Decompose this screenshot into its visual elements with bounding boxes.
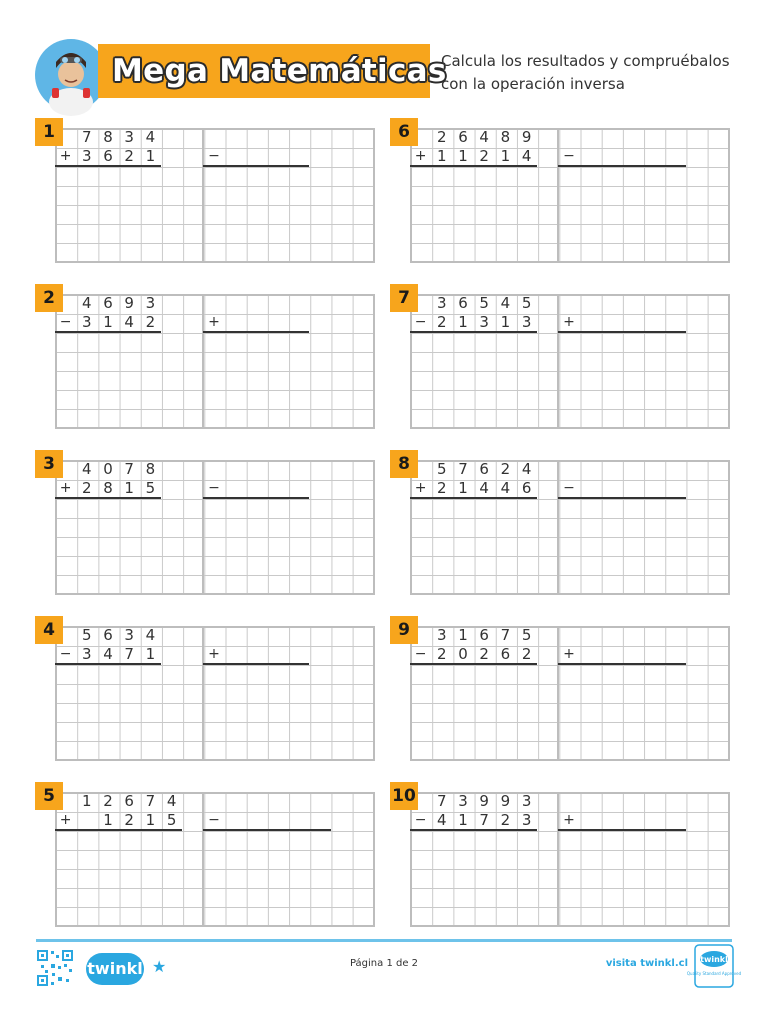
top-digit: 8	[103, 128, 113, 146]
top-digit: 6	[103, 294, 113, 312]
top-digit: 7	[500, 626, 511, 644]
bottom-digit: 2	[521, 645, 532, 663]
bottom-digit: 2	[82, 479, 92, 497]
operator-sign: −	[414, 314, 427, 330]
bottom-digit: 2	[479, 645, 489, 663]
top-digit: 2	[437, 128, 447, 146]
top-digit: 2	[103, 792, 113, 810]
top-digit: 3	[124, 128, 134, 146]
bottom-digit: 5	[166, 811, 177, 829]
check-line	[558, 165, 685, 167]
check-line	[203, 331, 309, 333]
bottom-digit: 1	[103, 313, 113, 331]
bottom-digit: 2	[500, 811, 511, 829]
operator-sign: +	[59, 148, 72, 164]
bottom-digit: 1	[458, 313, 468, 331]
problem-number: 1	[35, 118, 63, 146]
sum-line	[410, 663, 537, 665]
top-digit: 1	[82, 792, 92, 810]
bottom-digit: 0	[458, 645, 468, 663]
check-operator-sign: −	[563, 148, 575, 164]
top-digit: 9	[500, 792, 511, 810]
top-digit: 6	[479, 460, 489, 478]
bottom-digit: 1	[145, 645, 156, 663]
top-digit: 7	[145, 792, 156, 810]
top-digit: 4	[521, 460, 532, 478]
operator-sign: −	[414, 646, 427, 662]
top-digit: 3	[458, 792, 468, 810]
bottom-digit: 4	[479, 479, 489, 497]
bottom-digit: 2	[437, 645, 447, 663]
check-line	[558, 663, 685, 665]
top-digit: 5	[479, 294, 489, 312]
top-digit: 3	[145, 294, 156, 312]
problem-8	[390, 450, 732, 590]
check-line	[558, 331, 685, 333]
problem-number: 2	[35, 284, 63, 312]
problem-number: 9	[390, 616, 418, 644]
visit-link[interactable]: visita twinkl.cl	[605, 958, 688, 969]
bottom-digit: 3	[521, 313, 532, 331]
top-digit: 7	[437, 792, 447, 810]
bottom-digit: 4	[124, 313, 134, 331]
check-operator-sign: +	[563, 812, 575, 828]
top-digit: 8	[145, 460, 156, 478]
check-line	[203, 829, 330, 831]
bottom-digit: 1	[145, 147, 156, 165]
check-line	[558, 829, 685, 831]
sum-line	[55, 829, 182, 831]
top-digit: 6	[103, 626, 113, 644]
bottom-digit: 4	[500, 479, 511, 497]
problem-5	[35, 782, 377, 922]
operator-sign: +	[414, 148, 427, 164]
bottom-digit: 8	[103, 479, 113, 497]
bottom-digit: 3	[521, 811, 532, 829]
instructions-line: Calcula los resultados y compruébalos	[441, 52, 730, 70]
bottom-digit: 6	[103, 147, 113, 165]
top-digit: 3	[437, 294, 447, 312]
problem-number: 4	[35, 616, 63, 644]
top-digit: 6	[479, 626, 489, 644]
top-digit: 3	[437, 626, 447, 644]
badge-caption: Quality Standard Approved	[686, 971, 742, 976]
problem-number: 10	[390, 782, 418, 810]
top-digit: 3	[521, 792, 532, 810]
problem-3	[35, 450, 377, 590]
top-digit: 8	[500, 128, 511, 146]
star-icon: ★	[152, 957, 167, 976]
top-digit: 4	[500, 294, 511, 312]
top-digit: 9	[521, 128, 532, 146]
check-operator-sign: −	[208, 148, 220, 164]
bottom-digit: 1	[500, 147, 511, 165]
bottom-digit: 7	[124, 645, 134, 663]
top-digit: 9	[479, 792, 489, 810]
bottom-digit: 4	[103, 645, 113, 663]
problem-6	[390, 118, 732, 258]
bottom-digit: 1	[103, 811, 113, 829]
problem-4	[35, 616, 377, 756]
sum-line	[55, 663, 161, 665]
bottom-digit: 2	[124, 147, 134, 165]
bottom-digit: 2	[479, 147, 489, 165]
operator-sign: −	[59, 646, 72, 662]
bottom-digit: 7	[479, 811, 489, 829]
top-digit: 4	[145, 626, 156, 644]
top-digit: 6	[124, 792, 134, 810]
bottom-digit: 2	[437, 479, 447, 497]
problem-number: 3	[35, 450, 63, 478]
operator-sign: +	[59, 480, 72, 496]
problem-9	[390, 616, 732, 756]
top-digit: 1	[458, 626, 468, 644]
check-operator-sign: −	[563, 480, 575, 496]
top-digit: 4	[82, 294, 92, 312]
sum-line	[55, 497, 161, 499]
operator-sign: −	[414, 812, 427, 828]
problem-7	[390, 284, 732, 424]
bottom-digit: 1	[437, 147, 447, 165]
top-digit: 3	[124, 626, 134, 644]
sum-line	[410, 497, 537, 499]
page-title: Mega Matemáticas	[112, 53, 447, 89]
bottom-digit: 2	[437, 313, 447, 331]
bottom-digit: 5	[145, 479, 156, 497]
footer-divider	[36, 939, 732, 942]
sum-line	[410, 331, 537, 333]
top-digit: 4	[145, 128, 156, 146]
bottom-digit: 2	[124, 811, 134, 829]
bottom-digit: 4	[437, 811, 447, 829]
problem-2	[35, 284, 377, 424]
top-digit: 5	[521, 294, 532, 312]
bottom-digit: 1	[458, 811, 468, 829]
top-digit: 4	[82, 460, 92, 478]
top-digit: 5	[521, 626, 532, 644]
check-line	[203, 497, 309, 499]
bottom-digit: 1	[458, 479, 468, 497]
bottom-digit: 3	[82, 147, 92, 165]
top-digit: 7	[124, 460, 134, 478]
twinkl-logo: twinkl	[86, 953, 144, 985]
operator-sign: +	[414, 480, 427, 496]
badge-logo-text: twinkl	[700, 955, 728, 964]
bottom-digit: 1	[458, 147, 468, 165]
instructions-line: con la operación inversa	[441, 75, 625, 93]
bottom-digit: 1	[124, 479, 134, 497]
problem-10	[390, 782, 732, 922]
check-line	[203, 165, 309, 167]
operator-sign: +	[59, 812, 72, 828]
bottom-digit: 3	[82, 645, 92, 663]
top-digit: 4	[479, 128, 489, 146]
check-operator-sign: +	[208, 646, 220, 662]
bottom-digit: 3	[479, 313, 489, 331]
top-digit: 5	[437, 460, 447, 478]
bottom-digit: 6	[521, 479, 532, 497]
check-operator-sign: −	[208, 812, 220, 828]
check-line	[558, 497, 685, 499]
problem-number: 6	[390, 118, 418, 146]
top-digit: 0	[103, 460, 113, 478]
quality-badge-icon	[686, 944, 742, 988]
problem-number: 8	[390, 450, 418, 478]
page-number: Página 1 de 2	[349, 958, 419, 969]
bottom-digit: 6	[500, 645, 511, 663]
check-line	[203, 663, 309, 665]
top-digit: 7	[458, 460, 468, 478]
bottom-digit: 3	[82, 313, 92, 331]
bottom-digit: 2	[145, 313, 156, 331]
bottom-digit: 1	[500, 313, 511, 331]
check-operator-sign: +	[208, 314, 220, 330]
top-digit: 6	[458, 128, 468, 146]
sum-line	[410, 165, 537, 167]
sum-line	[55, 331, 161, 333]
qr-code-icon	[36, 949, 74, 987]
top-digit: 5	[82, 626, 92, 644]
top-digit: 9	[124, 294, 134, 312]
bottom-digit: 1	[145, 811, 156, 829]
top-digit: 4	[166, 792, 177, 810]
sum-line	[55, 165, 161, 167]
instructions	[441, 50, 751, 96]
top-digit: 7	[82, 128, 92, 146]
top-digit: 2	[500, 460, 511, 478]
check-operator-sign: −	[208, 480, 220, 496]
check-operator-sign: +	[563, 646, 575, 662]
top-digit: 6	[458, 294, 468, 312]
check-operator-sign: +	[563, 314, 575, 330]
scientist-mascot-icon	[34, 38, 108, 112]
problem-number: 7	[390, 284, 418, 312]
problem-1	[35, 118, 377, 258]
operator-sign: −	[59, 314, 72, 330]
bottom-digit: 4	[521, 147, 532, 165]
problem-number: 5	[35, 782, 63, 810]
sum-line	[410, 829, 537, 831]
